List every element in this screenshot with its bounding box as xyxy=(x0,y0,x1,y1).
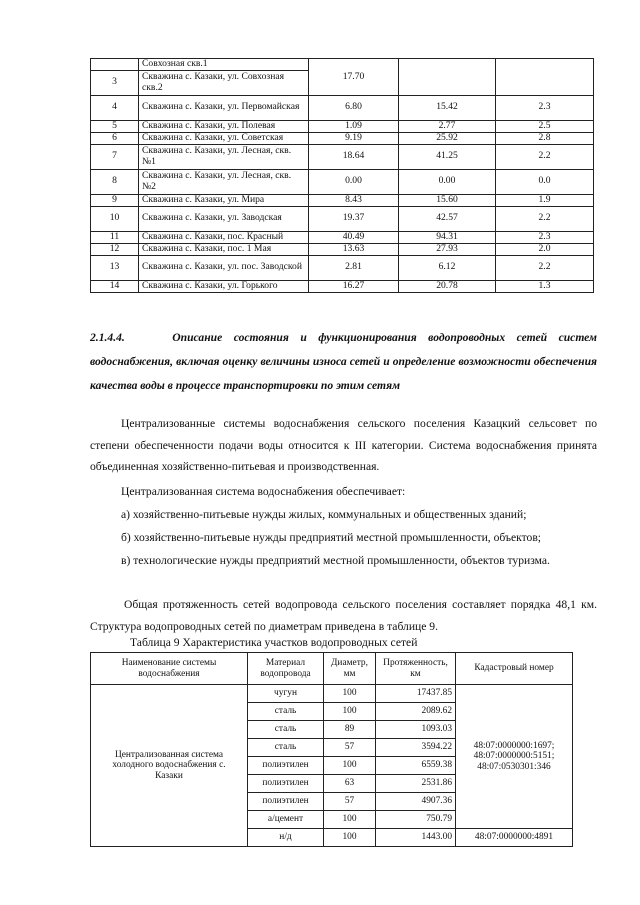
table-row xyxy=(91,206,594,231)
section-heading xyxy=(90,326,597,398)
value-b: 27.93 xyxy=(399,243,496,255)
value-b: 94.31 xyxy=(399,231,496,243)
value-a: 0.00 xyxy=(309,169,399,194)
table-row xyxy=(91,120,594,132)
well-name: Скважина с. Казаки, ул. Горького xyxy=(139,280,309,292)
material: сталь xyxy=(248,739,324,757)
diameter: 100 xyxy=(324,757,376,775)
section-title: Описание состояния и функционирования водопроводных сетей систем водоснабжения, включая оценку величины износа сетей и определение возможности обеспечения качества воды в процессе транспортировки по этим сетям xyxy=(90,331,597,392)
well-name: Скважина с. Казаки, ул. Полевая xyxy=(139,120,309,132)
row-number: 4 xyxy=(91,95,139,120)
row-number: 5 xyxy=(91,120,139,132)
header-system: Наименование системы водоснабжения xyxy=(91,653,248,685)
well-name: Совхозная скв.1 xyxy=(139,59,309,71)
value-a: 40.49 xyxy=(309,231,399,243)
cadastral-numbers: 48:07:0000000:1697; 48:07:0000000:5151; 48:07:0530301:346 xyxy=(456,685,573,829)
value-a: 17.70 xyxy=(309,59,399,96)
well-name: Скважина с. Казаки, ул. Мира xyxy=(139,194,309,206)
table-row xyxy=(91,685,573,703)
length: 4907.36 xyxy=(376,793,456,811)
diameter: 100 xyxy=(324,703,376,721)
list-item: а) хозяйственно-питьевые нужды жилых, коммунальных и общественных зданий; xyxy=(121,508,527,521)
well-name: Скважина с. Казаки, пос. Красный xyxy=(139,231,309,243)
length: 3594.22 xyxy=(376,739,456,757)
well-name: Скважина с. Казаки, ул. Совхозная скв.2 xyxy=(139,70,309,95)
value-a: 19.37 xyxy=(309,206,399,231)
diameter: 100 xyxy=(324,811,376,829)
well-name: Скважина с. Казаки, ул. Лесная, скв. №1 xyxy=(139,144,309,169)
well-name: Скважина с. Казаки, ул. Первомайская xyxy=(139,95,309,120)
value-c: 2.2 xyxy=(496,255,594,280)
value-c: 2.0 xyxy=(496,243,594,255)
cadastral-number: 48:07:0000000:4891 xyxy=(456,829,573,847)
paragraph: Общая протяженность сетей водопровода сельского поселения составляет порядка 48,1 км. Структура водопроводных сетей по диаметрам приведена в таблице 9. xyxy=(90,598,597,633)
row-number: 6 xyxy=(91,132,139,144)
value-b: 20.78 xyxy=(399,280,496,292)
table-caption: Таблица 9 Характеристика участков водопроводных сетей xyxy=(130,636,418,649)
row-number: 3 xyxy=(91,70,139,95)
diameter: 100 xyxy=(324,829,376,847)
value-b: 15.60 xyxy=(399,194,496,206)
length: 750.79 xyxy=(376,811,456,829)
row-number: 8 xyxy=(91,169,139,194)
table-row xyxy=(91,231,594,243)
list-item: в) технологические нужды предприятий местной промышленности, объектов туризма. xyxy=(121,554,550,567)
table-row xyxy=(91,144,594,169)
well-name: Скважина с. Казаки, ул. Заводская xyxy=(139,206,309,231)
value-a: 16.27 xyxy=(309,280,399,292)
value-b: 15.42 xyxy=(399,95,496,120)
material: сталь xyxy=(248,703,324,721)
value-b: 25.92 xyxy=(399,132,496,144)
pipe-network-table xyxy=(90,652,573,847)
value-c: 2.2 xyxy=(496,144,594,169)
value-b: 6.12 xyxy=(399,255,496,280)
value-c: 1.3 xyxy=(496,280,594,292)
system-name: Централизованная система холодного водоснабжения с. Казаки xyxy=(91,685,248,847)
value-c: 2.8 xyxy=(496,132,594,144)
table-row xyxy=(91,169,594,194)
length: 1093.03 xyxy=(376,721,456,739)
value-c: 2.3 xyxy=(496,231,594,243)
material: чугун xyxy=(248,685,324,703)
row-number: 12 xyxy=(91,243,139,255)
value-a: 2.81 xyxy=(309,255,399,280)
length: 2531.86 xyxy=(376,775,456,793)
header-diameter: Диаметр, мм xyxy=(324,653,376,685)
value-c xyxy=(496,59,594,96)
row-number: 7 xyxy=(91,144,139,169)
value-c: 0.0 xyxy=(496,169,594,194)
row-number: 10 xyxy=(91,206,139,231)
length: 17437.85 xyxy=(376,685,456,703)
row-number xyxy=(91,59,139,71)
wells-table xyxy=(90,58,594,293)
paragraph: Централизованные системы водоснабжения сельского поселения Казацкий сельсовет по степени обеспеченности подачи воды относится к III категории. Система водоснабжения принята объединенная хозяйственно-питьевая и производственная. xyxy=(90,417,597,473)
table-row xyxy=(91,59,594,71)
table-header-row xyxy=(91,653,573,685)
value-c: 1.9 xyxy=(496,194,594,206)
diameter: 57 xyxy=(324,793,376,811)
diameter: 57 xyxy=(324,739,376,757)
material: сталь xyxy=(248,721,324,739)
length: 2089.62 xyxy=(376,703,456,721)
value-c: 2.2 xyxy=(496,206,594,231)
table-row xyxy=(91,132,594,144)
length: 1443.00 xyxy=(376,829,456,847)
value-a: 6.80 xyxy=(309,95,399,120)
list-item: б) хозяйственно-питьевые нужды предприятий местной промышленности, объектов; xyxy=(121,531,542,544)
diameter: 63 xyxy=(324,775,376,793)
well-name: Скважина с. Казаки, ул. пос. Заводской xyxy=(139,255,309,280)
value-a: 1.09 xyxy=(309,120,399,132)
material: полиэтилен xyxy=(248,775,324,793)
material: полиэтилен xyxy=(248,757,324,775)
row-number: 14 xyxy=(91,280,139,292)
value-b: 41.25 xyxy=(399,144,496,169)
value-c: 2.3 xyxy=(496,95,594,120)
value-a: 8.43 xyxy=(309,194,399,206)
table-row xyxy=(91,95,594,120)
row-number: 13 xyxy=(91,255,139,280)
value-b: 2.77 xyxy=(399,120,496,132)
value-b xyxy=(399,59,496,96)
diameter: 89 xyxy=(324,721,376,739)
row-number: 9 xyxy=(91,194,139,206)
table-row xyxy=(91,255,594,280)
value-a: 18.64 xyxy=(309,144,399,169)
value-b: 42.57 xyxy=(399,206,496,231)
row-number: 11 xyxy=(91,231,139,243)
well-name: Скважина с. Казаки, ул. Лесная, скв.№2 xyxy=(139,169,309,194)
value-b: 0.00 xyxy=(399,169,496,194)
value-a: 9.19 xyxy=(309,132,399,144)
section-number: 2.1.4.4. xyxy=(90,331,125,344)
value-a: 13.63 xyxy=(309,243,399,255)
well-name: Скважина с. Казаки, ул. Советская xyxy=(139,132,309,144)
paragraph: Централизованная система водоснабжения обеспечивает: xyxy=(121,485,406,498)
material: полиэтилен xyxy=(248,793,324,811)
material: н/д xyxy=(248,829,324,847)
material: а/цемент xyxy=(248,811,324,829)
header-cadastral: Кадастровый номер xyxy=(456,653,573,685)
header-material: Материал водопровода xyxy=(248,653,324,685)
table-row xyxy=(91,280,594,292)
value-c: 2.5 xyxy=(496,120,594,132)
length: 6559.38 xyxy=(376,757,456,775)
table-row xyxy=(91,194,594,206)
diameter: 100 xyxy=(324,685,376,703)
well-name: Скважина с. Казаки, пос. 1 Мая xyxy=(139,243,309,255)
table-row xyxy=(91,243,594,255)
header-length: Протяженность, км xyxy=(376,653,456,685)
